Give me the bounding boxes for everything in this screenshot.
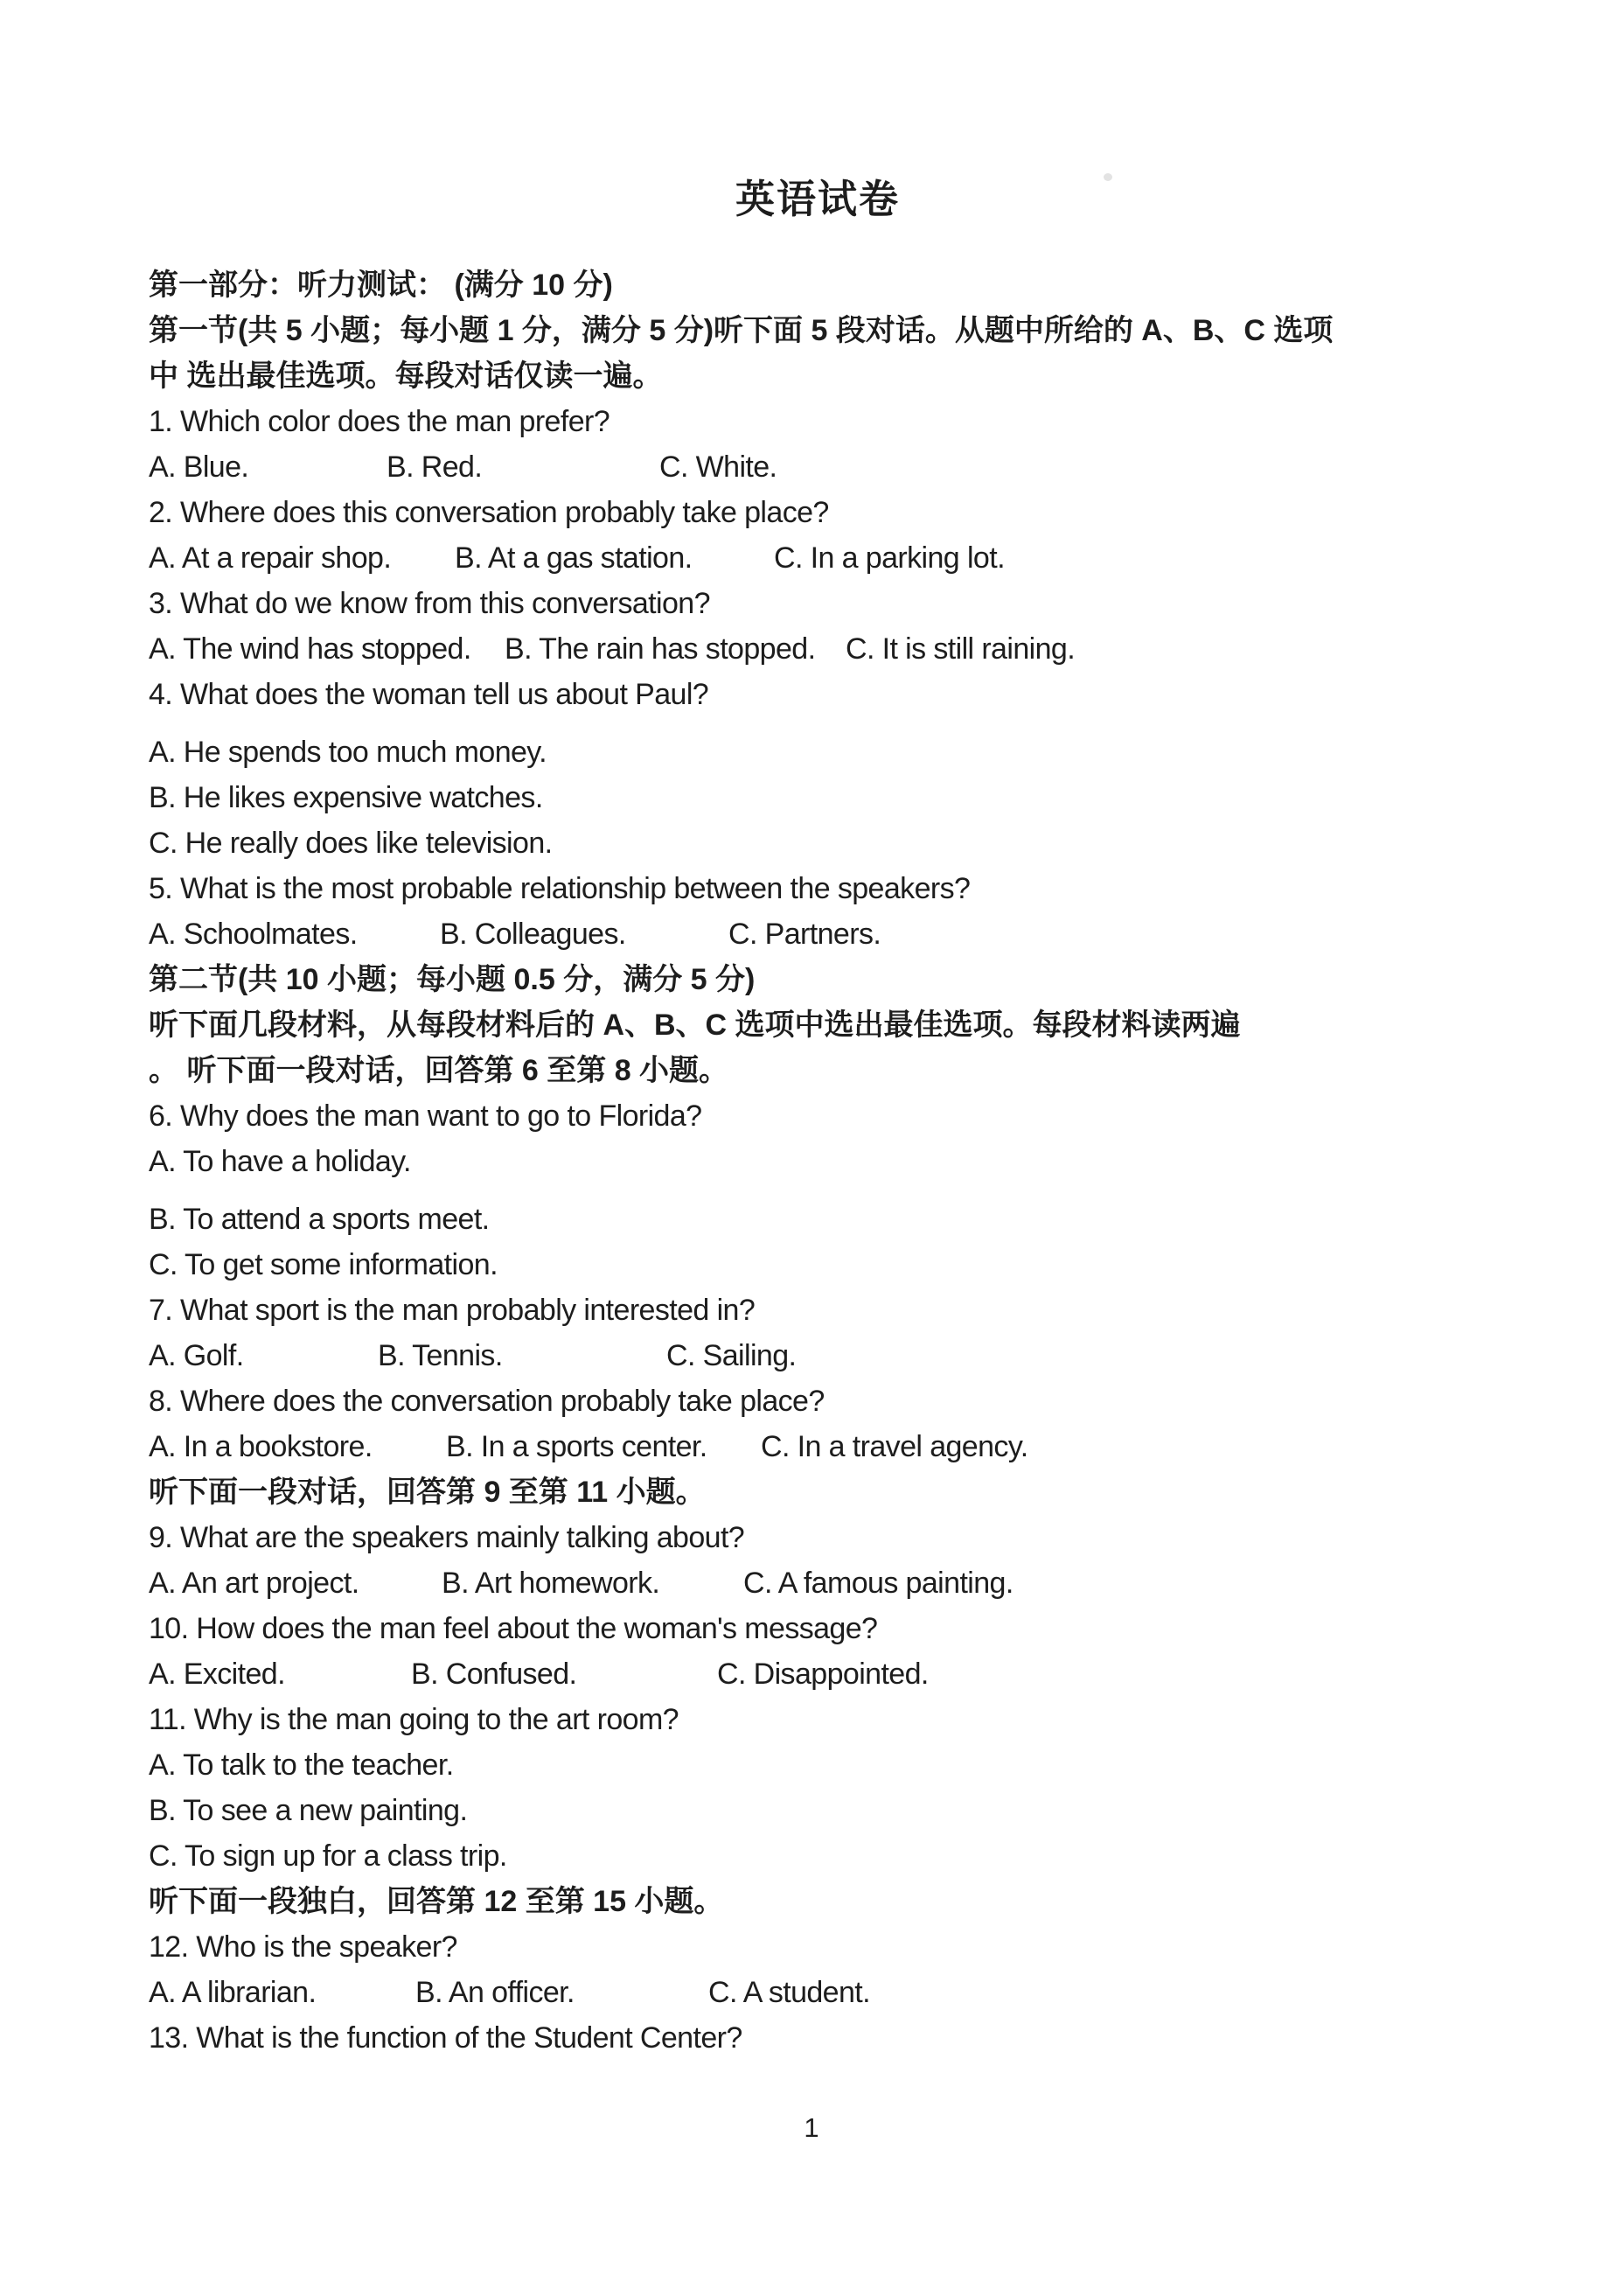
question-5-text: 5. What is the most probable relationship between the speakers?: [149, 872, 971, 905]
option-c: C. A student.: [708, 1976, 870, 2009]
question-11-option-b: B. To see a new painting.: [149, 1794, 468, 1827]
question-13-text: 13. What is the function of the Student Center?: [149, 2021, 742, 2055]
part1-heading: 第一部分：听力测试： (满分 10 分): [149, 269, 613, 302]
option-c: C. In a parking lot.: [774, 541, 1005, 575]
question-7-text: 7. What sport is the man probably interested in?: [149, 1294, 756, 1327]
question-4-text: 4. What does the woman tell us about Paul?: [149, 678, 709, 711]
question-10-text: 10. How does the man feel about the woman's message?: [149, 1612, 878, 1645]
question-6-option-b: B. To attend a sports meet.: [149, 1203, 490, 1236]
option-a: A. At a repair shop.: [149, 541, 392, 575]
question-4-option-c: C. He really does like television.: [149, 827, 553, 860]
page-number: 1: [804, 2112, 819, 2143]
question-8-text: 8. Where does the conversation probably take place?: [149, 1385, 825, 1418]
option-a: A. In a bookstore.: [149, 1430, 373, 1463]
option-c: C. In a travel agency.: [761, 1430, 1028, 1463]
option-a: A. An art project.: [149, 1567, 359, 1600]
option-b: B. Confused.: [411, 1657, 577, 1691]
option-a: A. Blue.: [149, 450, 249, 484]
page-content: [149, 175, 1487, 2061]
section1-intro-line1: 第一节(共 5 小题；每小题 1 分，满分 5 分)听下面 5 段对话。从题中所给的 A、B、C 选项: [149, 314, 1334, 347]
question-5-options-row: [149, 911, 1487, 957]
question-8-options-row: [149, 1424, 1487, 1469]
option-b: B. Tennis.: [378, 1339, 503, 1372]
option-a: A. A librarian.: [149, 1976, 317, 2009]
question-11-text: 11. Why is the man going to the art room?: [149, 1703, 679, 1736]
option-c: C. White.: [659, 450, 777, 484]
question-7-options-row: [149, 1333, 1487, 1378]
section2-intro-line1: 听下面几段材料，从每段材料后的 A、B、C 选项中选出最佳选项。每段材料读两遍: [149, 1008, 1241, 1042]
option-a: A. Golf.: [149, 1339, 244, 1372]
option-c: C. Sailing.: [666, 1339, 797, 1372]
option-a: A. Excited.: [149, 1657, 285, 1691]
question-9-text: 9. What are the speakers mainly talking about?: [149, 1521, 745, 1554]
option-b: B. In a sports center.: [446, 1430, 707, 1463]
question-2-options-row: [149, 535, 1487, 581]
question-12-text: 12. Who is the speaker?: [149, 1930, 457, 1964]
question-12-options-row: [149, 1970, 1487, 2015]
option-b: B. Red.: [387, 450, 483, 484]
question-4-option-b: B. He likes expensive watches.: [149, 781, 543, 814]
option-b: B. Art homework.: [442, 1567, 660, 1600]
option-c: C. Disappointed.: [717, 1657, 929, 1691]
question-3-options-row: [149, 626, 1487, 672]
option-b: B. Colleagues.: [440, 918, 626, 951]
option-b: B. An officer.: [415, 1976, 575, 2009]
question-1-text: 1. Which color does the man prefer?: [149, 405, 610, 438]
question-2-text: 2. Where does this conversation probably take place?: [149, 496, 829, 529]
question-6-option-a: A. To have a holiday.: [149, 1145, 411, 1178]
option-a: A. Schoolmates.: [149, 918, 358, 951]
page-title: 英语试卷: [735, 177, 900, 221]
section2-heading: 第二节(共 10 小题；每小题 0.5 分，满分 5 分): [149, 963, 756, 996]
question-11-option-a: A. To talk to the teacher.: [149, 1748, 454, 1782]
question-1-options-row: [149, 444, 1487, 490]
option-b: B. The rain has stopped.: [505, 632, 816, 666]
monolog-intro: 听下面一段独白，回答第 12 至第 15 小题。: [149, 1885, 724, 1918]
question-4-option-a: A. He spends too much money.: [149, 736, 547, 769]
option-b: B. At a gas station.: [455, 541, 693, 575]
option-c: C. Partners.: [728, 918, 881, 951]
option-a: A. The wind has stopped.: [149, 632, 471, 666]
section2-intro-line2: 。 听下面一段对话，回答第 6 至第 8 小题。: [149, 1054, 729, 1087]
option-c: C. It is still raining.: [846, 632, 1076, 666]
section1-intro-line2: 中 选出最佳选项。每段对话仅读一遍。: [149, 359, 663, 393]
question-6-text: 6. Why does the man want to go to Florida?: [149, 1099, 702, 1133]
option-c: C. A famous painting.: [743, 1567, 1014, 1600]
question-11-option-c: C. To sign up for a class trip.: [149, 1839, 507, 1873]
question-9-options-row: [149, 1560, 1487, 1606]
dialog2-intro: 听下面一段对话，回答第 9 至第 11 小题。: [149, 1476, 706, 1509]
question-10-options-row: [149, 1651, 1487, 1697]
question-6-option-c: C. To get some information.: [149, 1248, 498, 1281]
question-3-text: 3. What do we know from this conversation?: [149, 587, 710, 620]
